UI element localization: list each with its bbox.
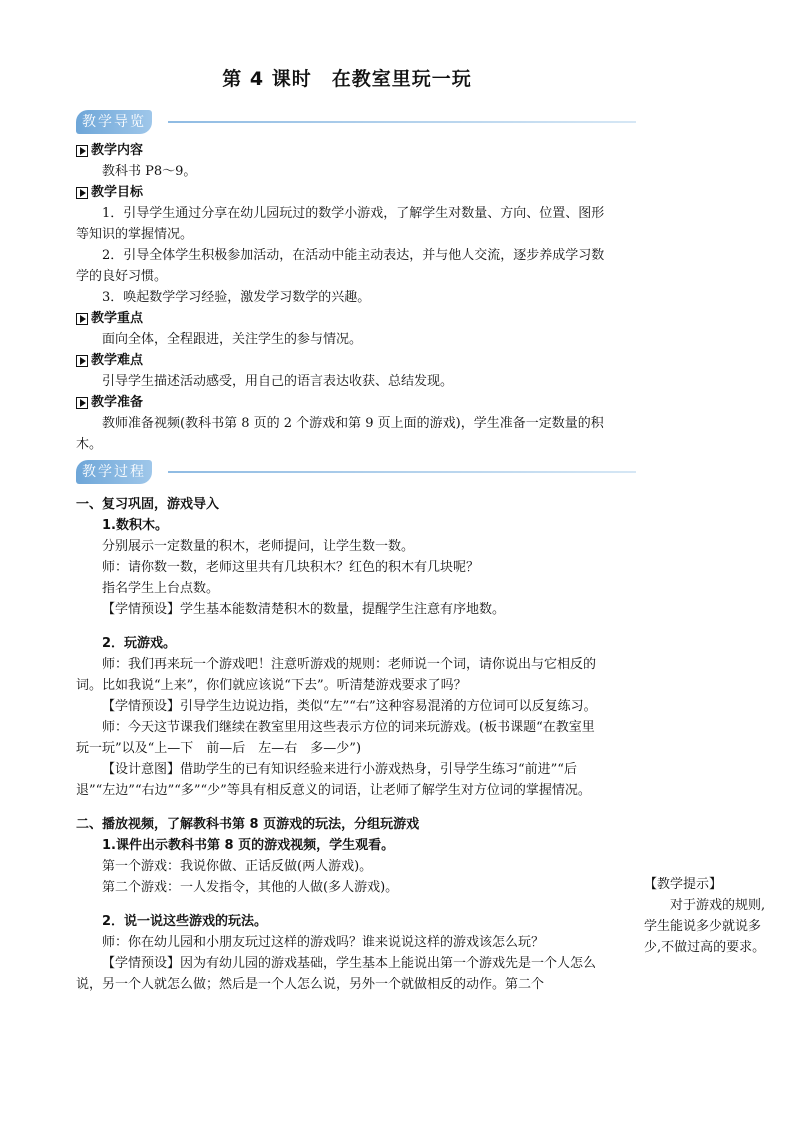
paragraph: 1．引导学生通过分享在幼儿园玩过的数学小游戏，了解学生对数量、方向、位置、图形等知识的掌握情况。 bbox=[76, 206, 605, 242]
paragraph: 第一个游戏：我说你做、正话反做(两人游戏)。 bbox=[102, 859, 373, 874]
paragraph: 引导学生描述活动感受，用自己的语言表达收获、总结发现。 bbox=[102, 374, 454, 389]
spacer bbox=[76, 620, 606, 633]
paragraph: 师：请你数一数，老师这里共有几块积木？红色的积木有几块呢？ bbox=[102, 560, 480, 575]
heading-goals bbox=[76, 182, 606, 203]
play-box-icon bbox=[76, 145, 88, 157]
teaching-tip-note bbox=[644, 874, 772, 958]
heading-preparation bbox=[76, 392, 606, 413]
spacer bbox=[76, 801, 606, 814]
heading-content bbox=[76, 140, 606, 161]
play-box-icon bbox=[76, 187, 88, 199]
paragraph: 第二个游戏：一人发指令，其他的人做(多人游戏)。 bbox=[102, 880, 399, 895]
paragraph: 师：你在幼儿园和小朋友玩过这样的游戏吗？谁来说说这样的游戏该怎么玩？ bbox=[102, 935, 545, 950]
paragraph: 教师准备视频(教科书第 8 页的 2 个游戏和第 9 页上面的游戏)，学生准备一定数量的积木。 bbox=[76, 416, 604, 452]
banner-divider bbox=[168, 471, 636, 473]
banner-label: 教学过程 bbox=[76, 460, 152, 484]
section-heading: 一、复习巩固，游戏导入 bbox=[76, 497, 220, 512]
section-banner-guide bbox=[76, 110, 636, 136]
teaching-guide bbox=[76, 140, 606, 455]
spacer bbox=[76, 898, 606, 911]
subheading: 2．玩游戏。 bbox=[102, 636, 177, 651]
page-title: 第 4 课时 在教室里玩一玩 bbox=[222, 68, 472, 90]
paragraph: 【学情预设】引导学生边说边指，类似“左”“右”这种容易混淆的方位词可以反复练习。 bbox=[102, 699, 597, 714]
note-title: 【教学提示】 bbox=[644, 877, 723, 892]
play-box-icon bbox=[76, 397, 88, 409]
paragraph: 指名学生上台点数。 bbox=[102, 581, 220, 596]
banner-divider bbox=[168, 121, 636, 123]
note-body: 对于游戏的规则,学生能说多少就说多少,不做过高的要求。 bbox=[644, 898, 766, 955]
section-banner-process bbox=[76, 460, 636, 486]
subheading: 1.数积木。 bbox=[102, 518, 168, 533]
paragraph: 教科书 P8～9。 bbox=[102, 164, 197, 179]
paragraph: 【设计意图】借助学生的已有知识经验来进行小游戏热身，引导学生练习“前进”“后退”“左边”“右边”“多”“少”等具有相反意义的词语，让老师了解学生对方位词的掌握情况。 bbox=[76, 762, 591, 798]
subheading: 1.课件出示教科书第 8 页的游戏视频，学生观看。 bbox=[102, 838, 395, 853]
heading-key-points bbox=[76, 308, 606, 329]
paragraph: 【学情预设】因为有幼儿园的游戏基础，学生基本上能说出第一个游戏先是一个人怎么说，另一个人就怎么做；然后是一个人怎么说，另外一个就做相反的动作。第二个 bbox=[76, 956, 597, 992]
paragraph: 分别展示一定数量的积木，老师提问，让学生数一数。 bbox=[102, 539, 415, 554]
heading-label: 教学内容 bbox=[91, 143, 144, 158]
paragraph: 面向全体，全程跟进，关注学生的参与情况。 bbox=[102, 332, 363, 347]
banner-label: 教学导览 bbox=[76, 110, 152, 134]
heading-label: 教学重点 bbox=[91, 311, 144, 326]
section-heading: 二、播放视频，了解教科书第 8 页游戏的玩法，分组玩游戏 bbox=[76, 817, 420, 832]
play-box-icon bbox=[76, 355, 88, 367]
heading-label: 教学准备 bbox=[91, 395, 144, 410]
subheading: 2．说一说这些游戏的玩法。 bbox=[102, 914, 268, 929]
paragraph: 师：今天这节课我们继续在教室里用这些表示方位的词来玩游戏。(板书课题“在教室里玩一玩”以及“上—下 前—后 左—右 多—少”) bbox=[76, 720, 595, 756]
paragraph: 【学情预设】学生基本能数清楚积木的数量，提醒学生注意有序地数。 bbox=[102, 602, 506, 617]
paragraph: 师：我们再来玩一个游戏吧！注意听游戏的规则：老师说一个词，请你说出与它相反的词。比如我说“上来”，你们就应该说“下去”。听清楚游戏要求了吗？ bbox=[76, 657, 597, 693]
play-box-icon bbox=[76, 313, 88, 325]
heading-difficulties bbox=[76, 350, 606, 371]
heading-label: 教学目标 bbox=[91, 185, 144, 200]
teaching-process bbox=[76, 494, 606, 995]
paragraph: 3．唤起数学学习经验，激发学习数学的兴趣。 bbox=[102, 290, 371, 305]
paragraph: 2．引导全体学生积极参加活动，在活动中能主动表达，并与他人交流，逐步养成学习数学的良好习惯。 bbox=[76, 248, 605, 284]
heading-label: 教学难点 bbox=[91, 353, 144, 368]
